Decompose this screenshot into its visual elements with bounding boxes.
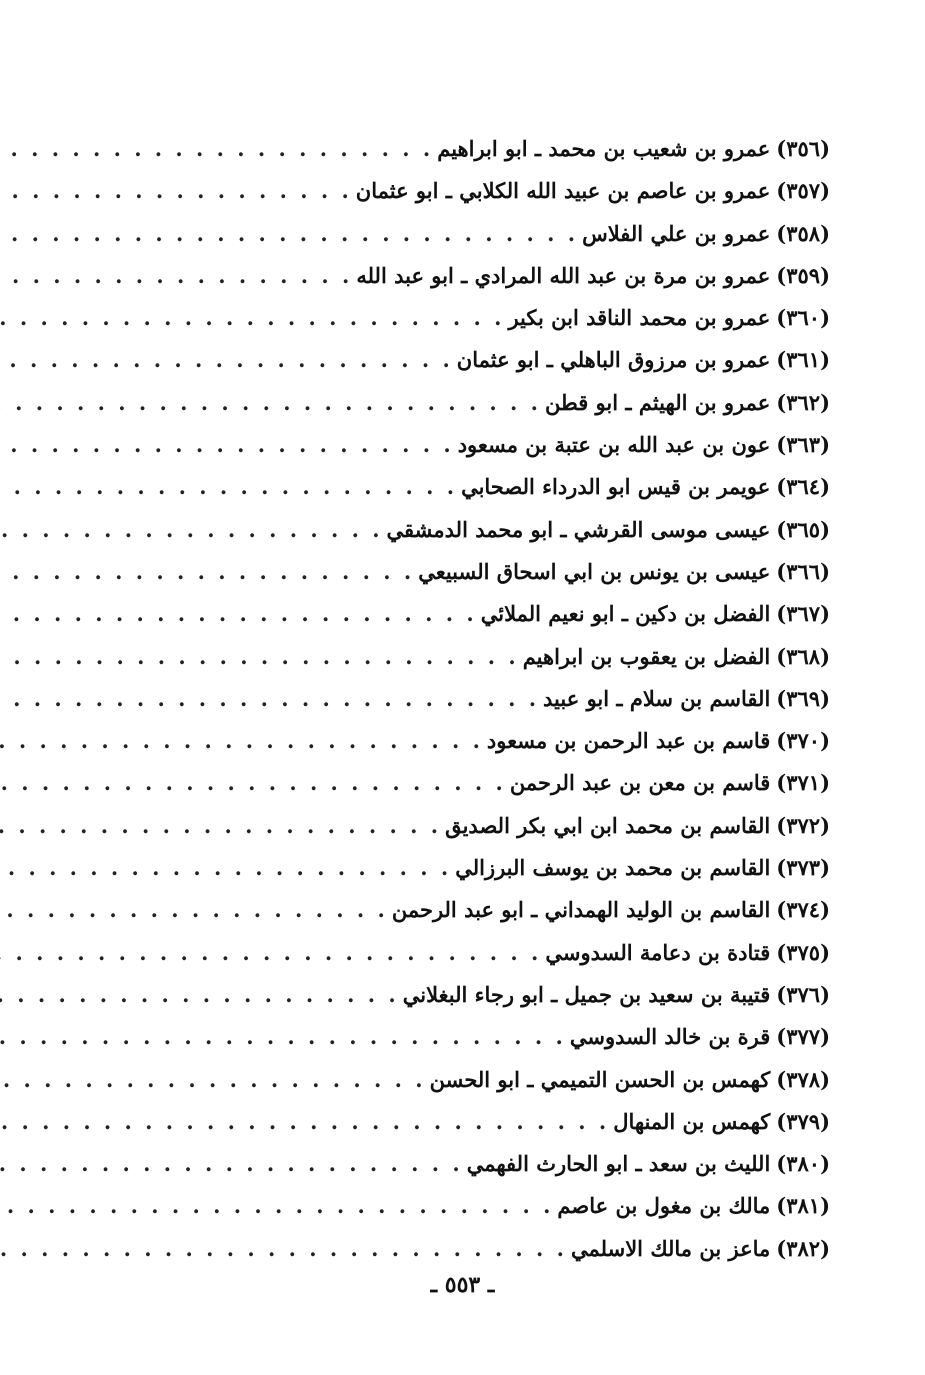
index-entry	[130, 509, 830, 551]
entry-number: (٣٨٠)	[776, 1151, 830, 1177]
entry-name: عمرو بن مرة بن عبد الله المرادي ـ ابو عبد الله	[356, 262, 771, 288]
index-entry	[130, 339, 830, 381]
entry-number: (٣٦٦)	[776, 558, 830, 584]
entry-name: عون بن عبد الله بن عتبة بن مسعود	[457, 432, 771, 458]
entry-name: الفضل بن يعقوب بن ابراهيم	[522, 643, 771, 669]
dot-leader	[0, 1228, 567, 1270]
entry-number: (٣٧٩)	[776, 1108, 830, 1134]
entry-name: عمرو بن علي الفلاس	[582, 220, 771, 246]
entry-number: (٣٦٣)	[776, 432, 830, 458]
dot-leader	[0, 805, 441, 847]
dot-leader	[0, 213, 578, 255]
dot-leader	[0, 636, 519, 678]
entry-name: عيسى بن يونس بن ابي اسحاق السبيعي	[418, 558, 771, 584]
entry-name: كهمس بن الحسن التميمي ـ ابو الحسن	[429, 1066, 771, 1092]
index-entry	[130, 213, 830, 255]
dot-leader	[0, 720, 483, 762]
index-entry	[130, 1101, 830, 1143]
dot-leader	[0, 424, 454, 466]
entry-name: عمرو بن شعيب بن محمد ـ ابو ابراهيم	[437, 136, 771, 161]
entry-name: قتادة بن دعامة السدوسي	[545, 939, 771, 965]
dot-leader	[0, 551, 414, 593]
entry-number: (٣٧٣)	[776, 855, 830, 881]
index-entry	[130, 762, 830, 804]
entry-number: (٣٥٩)	[776, 262, 830, 288]
dot-leader	[0, 889, 388, 931]
entry-name: عمرو بن الهيثم ـ ابو قطن	[545, 389, 771, 415]
index-entry	[130, 1059, 830, 1101]
dot-leader	[0, 1185, 553, 1227]
index-entry	[130, 255, 830, 297]
dot-leader	[0, 1016, 566, 1058]
entry-name: مالك بن مغول بن عاصم	[557, 1193, 771, 1219]
entry-number: (٣٨١)	[776, 1193, 830, 1219]
index-entries	[130, 128, 830, 1270]
entry-number: (٣٧٨)	[776, 1066, 830, 1092]
dot-leader	[0, 509, 383, 551]
entry-number: (٣٦٨)	[776, 643, 830, 669]
dot-leader	[0, 1101, 609, 1143]
index-entry	[130, 1228, 830, 1270]
index-entry	[130, 128, 830, 170]
page-number: ـ ٥٥٣ ـ	[430, 1272, 495, 1298]
entry-number: (٣٨٢)	[776, 1235, 830, 1261]
entry-number: (٣٦٤)	[776, 474, 830, 500]
entry-name: الليث بن سعد ـ ابو الحارث الفهمي	[466, 1151, 771, 1177]
entry-name: عمرو بن محمد الناقد ابن بكير	[508, 305, 771, 331]
dot-leader	[0, 170, 352, 212]
index-entry	[130, 847, 830, 889]
entry-name: كهمس بن المنهال	[613, 1108, 771, 1134]
entry-number: (٣٧١)	[776, 770, 830, 796]
entry-name: قاسم بن عبد الرحمن بن مسعود	[486, 728, 771, 754]
index-entry	[130, 678, 830, 720]
entry-number: (٣٦٥)	[776, 516, 830, 542]
index-entry	[130, 1016, 830, 1058]
entry-name: ماعز بن مالك الاسلمي	[571, 1235, 771, 1261]
entry-name: قتيبة بن سعيد بن جميل ـ ابو رجاء البغلاني	[402, 981, 771, 1007]
entry-name: قاسم بن معن بن عبد الرحمن	[509, 770, 771, 796]
entry-number: (٣٧٤)	[776, 897, 830, 923]
entry-number: (٣٧٠)	[776, 728, 830, 754]
index-entry	[130, 297, 830, 339]
entry-number: (٣٥٨)	[776, 220, 830, 246]
entry-number: (٣٧٥)	[776, 939, 830, 965]
index-entry	[130, 551, 830, 593]
entry-number: (٣٦٠)	[776, 305, 830, 331]
entry-number: (٣٦٢)	[776, 389, 830, 415]
dot-leader	[0, 1059, 426, 1101]
dot-leader	[0, 762, 506, 804]
entry-name: القاسم بن محمد بن يوسف البرزالي	[455, 855, 771, 881]
index-entry	[130, 636, 830, 678]
dot-leader	[0, 297, 504, 339]
dot-leader	[0, 932, 541, 974]
index-entry	[130, 382, 830, 424]
dot-leader	[0, 847, 451, 889]
dot-leader	[0, 974, 399, 1016]
entry-number: (٣٧٦)	[776, 981, 830, 1007]
entry-number: (٣٧٧)	[776, 1024, 830, 1050]
entry-name: عمرو بن مرزوق الباهلي ـ ابو عثمان	[456, 347, 771, 373]
entry-name: القاسم بن الوليد الهمداني ـ ابو عبد الرحمن	[391, 897, 771, 923]
entry-name: عويمر بن قيس ابو الدرداء الصحابي	[461, 474, 771, 500]
index-entry	[130, 424, 830, 466]
index-entry	[130, 593, 830, 635]
dot-leader	[0, 1143, 463, 1185]
entry-number: (٣٥٧)	[776, 178, 830, 204]
index-entry	[130, 932, 830, 974]
entry-name: عمرو بن عاصم بن عبيد الله الكلابي ـ ابو عثمان	[355, 178, 771, 204]
entry-number: (٣٦٧)	[776, 601, 830, 627]
entry-name: الفضل بن دكين ـ ابو نعيم الملائي	[480, 601, 771, 627]
entry-name: قرة بن خالد السدوسي	[569, 1024, 771, 1050]
index-entry	[130, 170, 830, 212]
entry-number: (٣٥٦)	[776, 136, 830, 161]
dot-leader	[0, 339, 453, 381]
entry-number: (٣٧٢)	[776, 812, 830, 838]
index-entry	[130, 466, 830, 508]
entry-name: القاسم بن محمد ابن ابي بكر الصديق	[445, 812, 771, 838]
dot-leader	[0, 382, 541, 424]
index-entry	[130, 974, 830, 1016]
index-entry	[130, 1185, 830, 1227]
dot-leader	[0, 593, 477, 635]
entry-number: (٣٦١)	[776, 347, 830, 373]
dot-leader	[0, 466, 457, 508]
index-entry	[130, 805, 830, 847]
index-entry	[130, 889, 830, 931]
entry-number: (٣٦٩)	[776, 685, 830, 711]
entry-name: عيسى موسى القرشي ـ ابو محمد الدمشقي	[386, 516, 771, 542]
dot-leader	[0, 255, 352, 297]
index-entry	[130, 720, 830, 762]
index-entry	[130, 1143, 830, 1185]
dot-leader	[0, 128, 433, 170]
entry-name: القاسم بن سلام ـ ابو عبيد	[543, 685, 771, 711]
dot-leader	[0, 678, 539, 720]
